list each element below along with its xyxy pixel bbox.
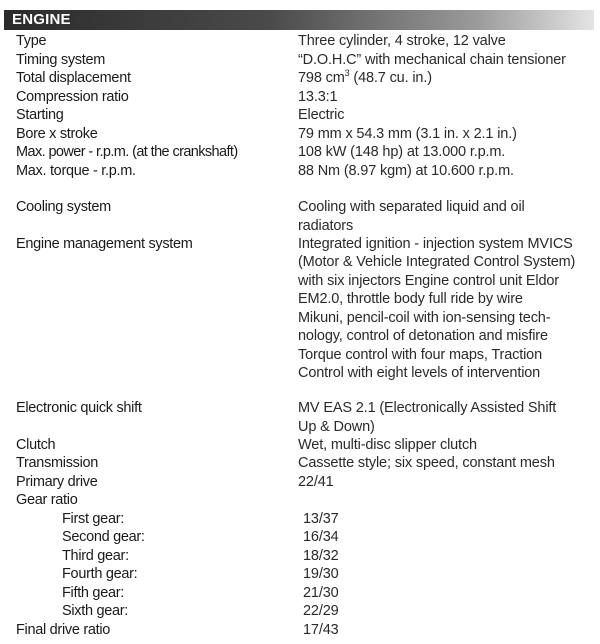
- spec-value: 13.3:1: [298, 88, 338, 105]
- spec-label: Max. torque - r.p.m.: [16, 162, 136, 179]
- spec-label: Electronic quick shift: [16, 400, 142, 416]
- section-title: ENGINE: [12, 11, 71, 28]
- spec-value: 79 mm x 54.3 mm (3.1 in. x 2.1 in.): [298, 125, 517, 142]
- spec-value: Three cylinder, 4 stroke, 12 valve: [298, 33, 506, 49]
- spec-label: Gear ratio: [16, 492, 78, 508]
- spec-label: Final drive ratio: [16, 621, 111, 638]
- gear-label: Third gear:: [62, 547, 129, 564]
- spec-label: Cooling system: [16, 199, 111, 215]
- spec-value: MV EAS 2.1 (Electronically Assisted Shift Up & Down): [298, 400, 557, 435]
- spec-value: Integrated ignition - injection system MVICS (Motor & Vehicle Integrated Control System) with six injectors Engine control unit Eldor EM2.0, throttle body full ride by wire Mikuni, pencil-coil with ion-sensing tech- nology, control of detonation and misfire Torque control with four maps, Traction Control with eight levels of intervention: [298, 235, 576, 381]
- gear-label: Fifth gear:: [62, 584, 124, 601]
- spec-label: Bore x stroke: [16, 125, 98, 142]
- spec-value: Electric: [298, 107, 345, 123]
- gear-label: Sixth gear:: [62, 603, 129, 619]
- gear-value: 18/32: [303, 547, 339, 564]
- spec-label: Max. power - r.p.m. (at the crankshaft): [16, 144, 238, 160]
- spec-value: 798 $cm^3$ (48.7 cu. in.): [298, 68, 432, 86]
- spec-value: 17/43: [303, 621, 339, 638]
- gear-label: Second gear:: [62, 529, 145, 545]
- gear-value: 13/37: [303, 510, 339, 527]
- spec-value: Wet, multi-disc slipper clutch: [298, 436, 477, 453]
- spec-label: Total displacement: [16, 70, 131, 86]
- section-header: [4, 10, 594, 30]
- spec-value: 108 kW (148 hp) at 13.000 r.p.m.: [298, 144, 506, 160]
- spec-value: 88 Nm (8.97 kgm) at 10.600 r.p.m.: [298, 162, 514, 179]
- spec-value: 22/41: [298, 473, 334, 490]
- spec-value: Cooling with separated liquid and oil radiators: [298, 199, 525, 234]
- spec-value: “D.O.H.C” with mechanical chain tensioner: [298, 51, 566, 68]
- spec-label: Clutch: [16, 436, 56, 453]
- gear-value: 22/29: [303, 603, 339, 619]
- spec-label: Transmission: [16, 455, 99, 471]
- gear-value: 19/30: [303, 566, 339, 582]
- spec-label: Engine management system: [16, 235, 193, 252]
- spec-label: Starting: [16, 107, 64, 123]
- spec-label: Primary drive: [16, 473, 98, 490]
- gear-value: 16/34: [303, 529, 339, 545]
- spec-label: Timing system: [16, 51, 106, 68]
- spec-label: Type: [16, 33, 47, 49]
- spec-value: Cassette style; six speed, constant mesh: [298, 455, 555, 471]
- gear-value: 21/30: [303, 584, 339, 601]
- gear-label: Fourth gear:: [62, 566, 138, 582]
- spec-label: Compression ratio: [16, 88, 129, 105]
- gear-label: First gear:: [62, 510, 124, 527]
